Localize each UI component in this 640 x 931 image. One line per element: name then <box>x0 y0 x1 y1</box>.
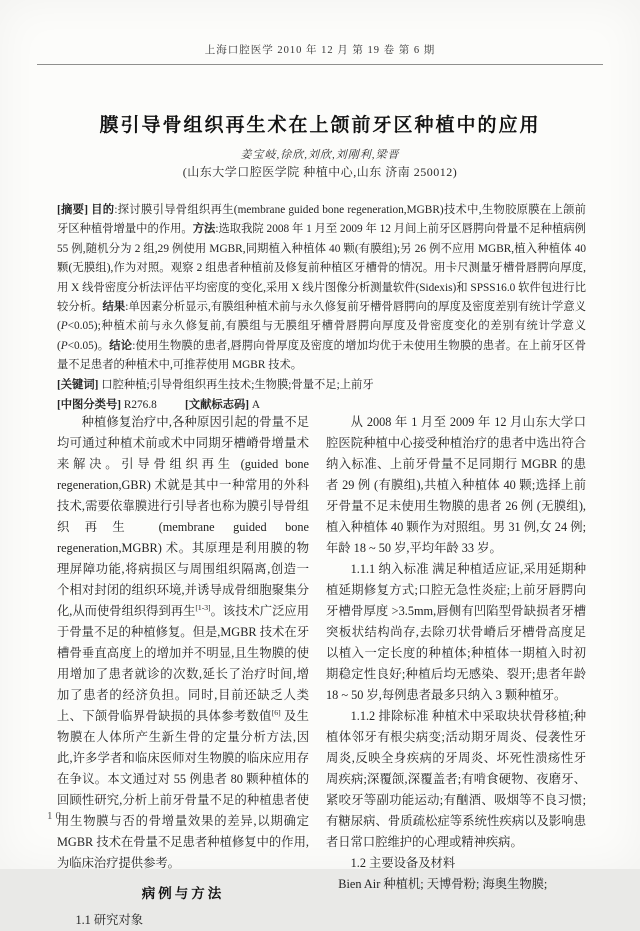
page-number: 10 <box>47 810 64 822</box>
classification-line: [中图分类号] R276.8 [文献标志码] A <box>57 399 261 412</box>
intro-paragraph: 种植修复治疗中,各种原因引起的骨量不足均可通过种植术前或术中同期牙槽嵴骨增量术来解决。引导骨组织再生 (guided bone regeneration,GBR) 术就是其中一种常用的外科技术,需要依靠膜进行引导者也称为膜引导骨组织再生 (membrane guided bone regeneration,MGBR) 术。其原理是利用膜的物理屏障功能,将病损区与周围组织隔离,创造一个相对封闭的组织环境,并诱导成骨细胞聚集分化,从而使骨组织得到再生[1-3]。该技术广泛应用于骨量不足的种植修复。但是,MGBR 技术在牙槽骨垂直高度上的增加并不明显,且生物膜的使用增加了患者就诊的次数,延长了治疗时间,增加了患者的经济负担。同时,目前还缺乏人类上、下颌骨临界骨缺损的具体参考数值[6] 及生物膜在人体所产生新生骨的定量分析方法,因此,许多学者和临床医师对生物膜的临床应用存在争议。本文通过对 55 例患者 80 颗种植体的回顾性研究,分析上前牙骨量不足的种植患者使用生物膜与否的骨增量效果的差异,以期确定 MGBR 技术在骨量不足患者种植修复中的作用,为临床治疗提供参考。 <box>57 415 309 870</box>
exclusion-criteria-paragraph: 1.1.2 排除标准 种植术中采取块状骨移植;种植体邻牙有根尖病变;活动期牙周炎、侵袭性牙周炎,反映全身疾病的牙周炎、坏死性溃疡性牙周疾病;深覆颌,深覆盖者;有啃食硬物、夜磨牙、紧咬牙等副功能运动;有酗酒、吸烟等不良习惯;有糖尿病、骨质疏松症等系统性疾病以及影响患者日常口腔维护的心理或精神疾病。 <box>326 709 586 849</box>
affiliation-line: (山东大学口腔医学院 种植中心,山东 济南 250012) <box>182 165 458 179</box>
equipment-line: Bien Air 种植机; 天博骨粉; 海奥生物膜; <box>338 877 548 891</box>
patients-paragraph: 从 2008 年 1 月至 2009 年 12 月山东大学口腔医院种植中心接受种植治疗的患者中选出符合纳入标准、上前牙骨量不足同期行 MGBR 的患者 29 例 (有膜组),共植入种植体 40 颗;选择上前牙骨量不足未使用生物膜的患者 26 例 (无膜组),植入种植体 40 颗作为对照组。男 31 例,女 24 例;年龄 18 ~ 50 岁,平均年龄 33 岁。 <box>326 415 586 555</box>
subsection-1-2-label: 1.2 主要设备及材料 <box>350 856 456 870</box>
article-title: 膜引导骨组织再生术在上颌前牙区种植中的应用 <box>99 115 541 136</box>
authors-line: 姜宝岐,徐欣,刘欣,刘刚利,梁晋 <box>240 149 400 161</box>
journal-header-line: 上海口腔医学 2010 年 12 月 第 19 卷 第 6 期 <box>204 45 436 56</box>
section-heading-methods: 病例与方法 <box>141 886 225 901</box>
abstract-paragraph: [摘要] 目的:探讨膜引导骨组织再生(membrane guided bone regeneration,MGBR)技术中,生物胶原膜在上颌前牙区种植骨增量中的作用。方法:选取我院 2008 年 1 月至 2009 年 12 月间上前牙区唇腭向骨量不足种植病例 55 例,随机分为 2 组,29 例使用 MGBR,同期植入种植体 40 颗(有膜组);另 26 例不应用 MGBR,植入种植体 40 颗(无膜组),作为对照。观察 2 组患者种植前及修复前种植区牙槽骨的情况。用卡尺测量牙槽骨唇腭向厚度,用 X 线骨密度分析法评估平均密度的变化,采用 X 线片图像分析测量软件(Sidexis)和 SPSS16.0 软件包进行比较分析。结果:单因素分析显示,有膜组种植术前与永久修复前牙槽骨唇腭向的厚度及密度差别有统计学意义(P<0.05);种植术前与永久修复前,有膜组与无膜组牙槽骨唇腭向厚度及骨密度变化的差别有统计学意义(P<0.05)。结论:使用生物膜的患者,唇腭向骨厚度及密度的增加均优于未使用生物膜的患者。在上前牙区骨量不足患者的种植术中,可推荐使用 MGBR 技术。 <box>57 204 586 372</box>
left-column <box>57 412 309 931</box>
keywords-line: [关键词] 口腔种植;引导骨组织再生技术;生物膜;骨量不足;上前牙 <box>57 378 374 391</box>
header-rule <box>37 64 603 65</box>
abstract-block <box>57 201 586 415</box>
inclusion-criteria-paragraph: 1.1.1 纳入标准 满足种植适应证,采用延期种植延期修复方式;口腔无急性炎症;上前牙唇腭向牙槽骨厚度 >3.5mm,唇侧有凹陷型骨缺损者牙槽突板状结构尚存,去除刃状骨嵴后牙槽骨高度足以植入一定长度的种植体;种植体一期植入时初期稳定性良好;种植后均无感染、裂开;患者年龄 18 ~ 50 岁,每例患者最多只纳入 3 颗种植牙。 <box>326 562 586 702</box>
subsection-1-1-label: 1.1 研究对象 <box>75 913 144 927</box>
right-column <box>326 412 586 895</box>
